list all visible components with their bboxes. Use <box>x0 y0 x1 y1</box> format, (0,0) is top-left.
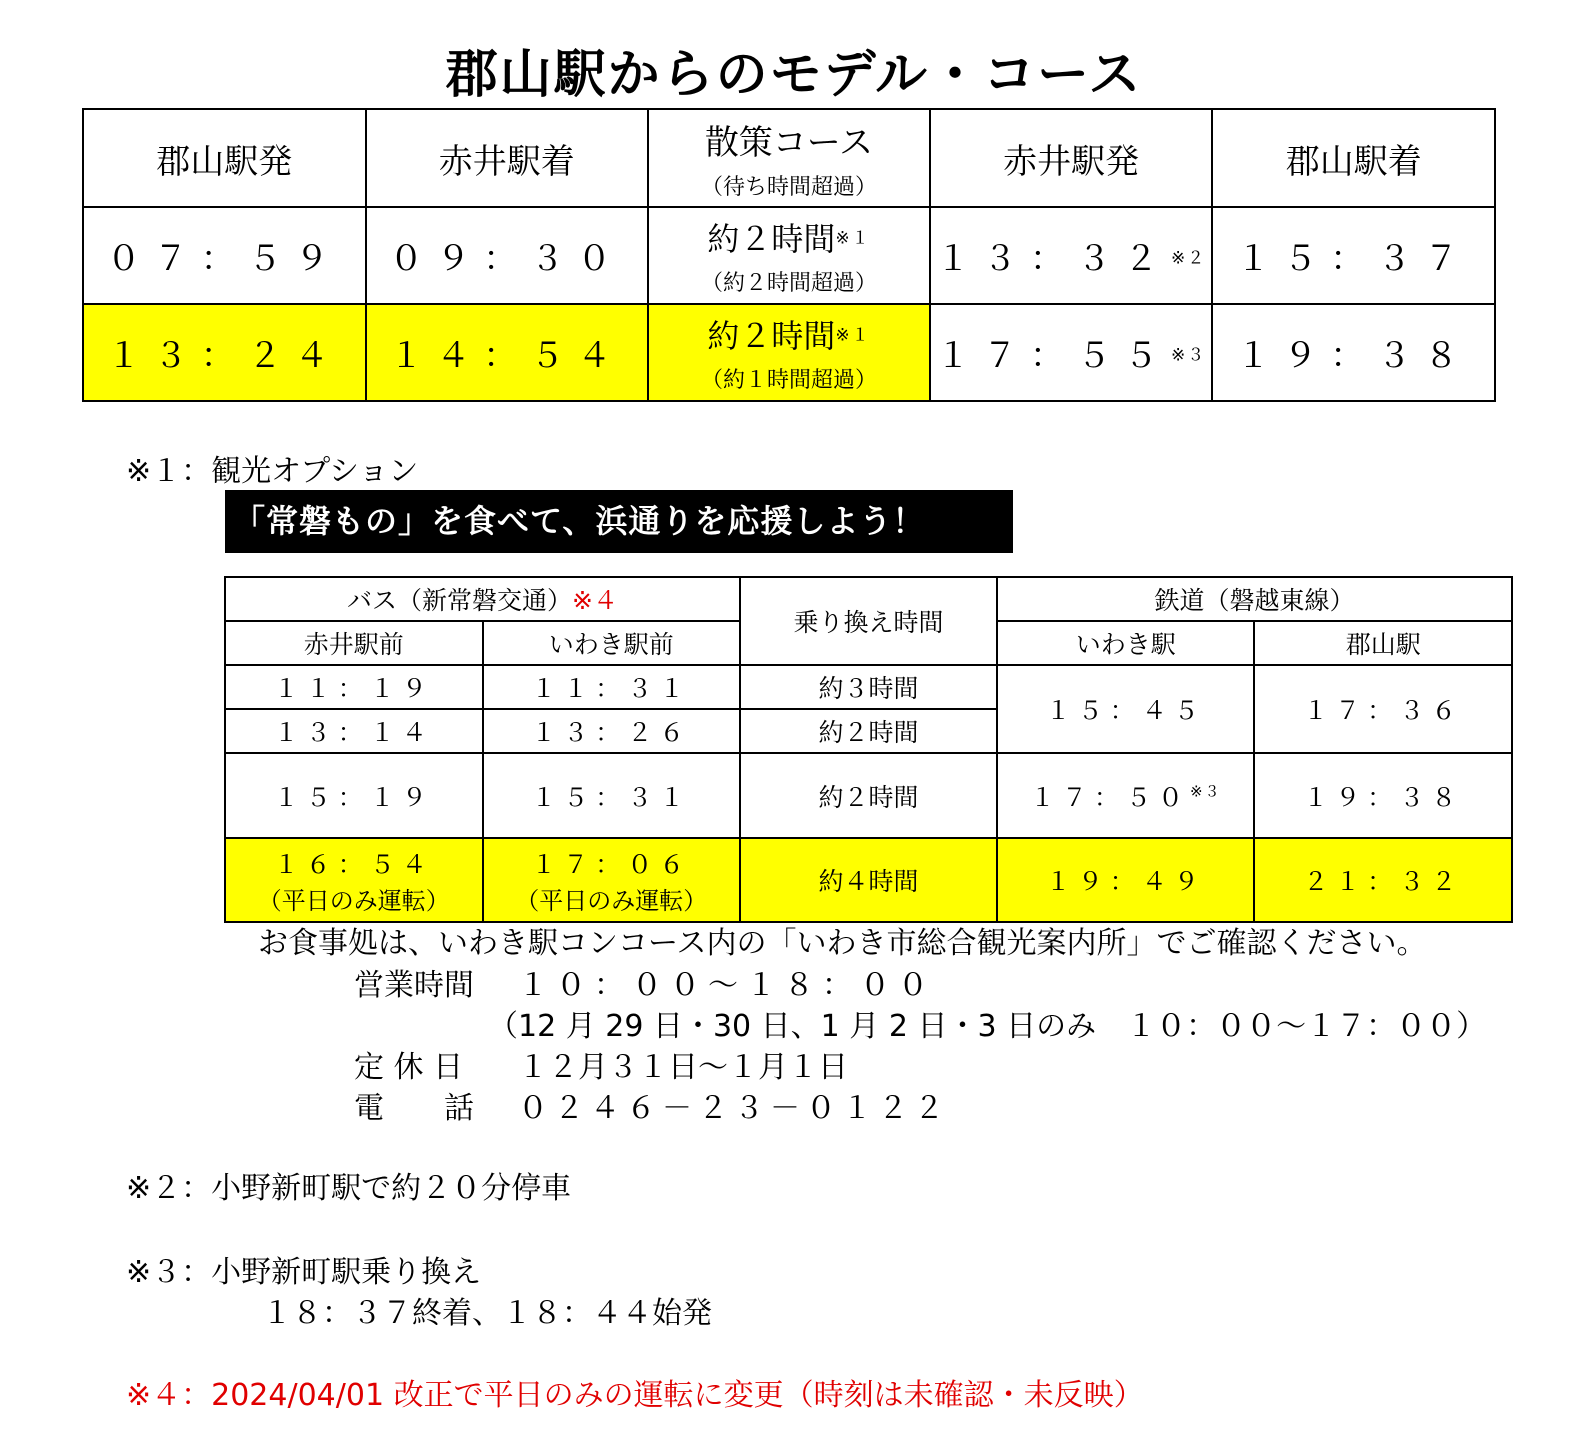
cell-akai <box>225 665 483 709</box>
hours-value: １０：００～１８：００ <box>518 968 936 1003</box>
header-label: 散策コース <box>704 123 874 163</box>
header-dep-koriyama <box>83 109 366 207</box>
duration-value: 約２時間 <box>707 220 836 258</box>
cell-dep-koriyama <box>83 304 366 401</box>
option-timetable <box>224 576 1513 923</box>
cell-iwaki <box>997 665 1255 753</box>
time-value: １３：１４ <box>273 718 434 747</box>
col-iwaki-header: いわき駅 <box>997 621 1255 665</box>
header-arr-koriyama <box>1212 109 1495 207</box>
time-value: １９：４９ <box>1045 867 1206 896</box>
bus-header <box>225 577 740 621</box>
time-value: １３：３２ <box>936 239 1172 279</box>
header-label: 郡山駅着 <box>1285 141 1422 182</box>
time-value: １６：５４ <box>273 849 434 879</box>
footnote-1: ※１：観光オプション <box>126 454 419 489</box>
cell-arr-koriyama <box>1212 207 1495 304</box>
restaurant-info: お食事処は、いわき駅コンコース内の「いわき市総合観光案内所」でご確認ください。 <box>258 926 1427 961</box>
time-value: ０７：５９ <box>106 239 342 279</box>
cell-arr-akai <box>366 207 649 304</box>
cell-dep-akai <box>930 207 1213 304</box>
time-value: １５：１９ <box>273 782 434 812</box>
time-value: １５：３１ <box>531 782 692 812</box>
header-dep-akai <box>930 109 1213 207</box>
closed-label: 定 休 日 <box>354 1050 464 1085</box>
cell-walk <box>648 304 930 401</box>
transfer-header: 乗り換え時間 <box>740 577 997 665</box>
cell-iwaki-bus <box>483 665 741 709</box>
footnote-mark: ※１ <box>835 325 871 346</box>
footnote-3-detail: １８：３７終着、１８：４４始発 <box>262 1296 712 1331</box>
cell-iwaki-bus <box>483 709 741 753</box>
phone-label: 電 話 <box>354 1091 474 1126</box>
time-value: １１：３１ <box>531 674 692 703</box>
rail-header: 鉄道（磐越東線） <box>997 577 1512 621</box>
header-sub-label: （待ち時間超過） <box>700 175 877 200</box>
time-value: １３：２４ <box>106 336 342 376</box>
footnote-mark: ※１ <box>835 228 871 249</box>
header-arr-akai <box>366 109 649 207</box>
col-akai-header: 赤井駅前 <box>225 621 483 665</box>
header-label: 赤井駅発 <box>1003 141 1140 182</box>
duration-sub: （約２時間超過） <box>700 271 877 296</box>
cell-koriyama <box>1254 665 1512 753</box>
footnote-3: ※３：小野新町駅乗り換え <box>126 1255 482 1290</box>
cell-transfer: 約４時間 <box>740 838 997 922</box>
closed-value: １２月３１日～１月１日 <box>518 1050 848 1085</box>
bus-footnote-mark: ※４ <box>572 586 618 615</box>
time-value: １３：２６ <box>531 718 692 747</box>
footnote-2: ※２：小野新町駅で約２０分停車 <box>126 1171 572 1206</box>
time-value: １５：３７ <box>1236 239 1472 279</box>
cell-transfer: 約３時間 <box>740 665 997 709</box>
footnote-4: ※４：2024/04/01 改正で平日のみの運転に変更（時刻は未確認・未反映） <box>126 1378 1144 1413</box>
header-walk-course <box>648 109 930 207</box>
weekday-note: （平日のみ運転） <box>515 886 708 915</box>
page-title: 郡山駅からのモデル・コース <box>445 45 1143 105</box>
hours-label: 営業時間 <box>354 968 474 1003</box>
time-value: １７：５０ <box>1029 782 1190 812</box>
footnote-mark: ※２ <box>1171 248 1207 269</box>
cell-iwaki <box>997 838 1255 922</box>
time-value: １７：５５ <box>936 336 1172 376</box>
cell-walk <box>648 207 930 304</box>
time-value: １４：５４ <box>389 336 625 376</box>
table-row <box>225 838 1512 922</box>
phone-value: ０２４６－２３－０１２２ <box>518 1091 950 1126</box>
duration-sub: （約１時間超過） <box>700 368 877 393</box>
table-header-row <box>83 109 1495 207</box>
table-row <box>225 665 1512 709</box>
cell-akai <box>225 753 483 838</box>
cell-akai <box>225 838 483 922</box>
hours-special: （12 月 29 日・30 日、1 月 2 日・3 日のみ １０：００～１７：００） <box>488 1009 1487 1044</box>
header-label: 赤井駅着 <box>438 141 575 182</box>
header-label: 郡山駅発 <box>156 141 293 182</box>
col-iwaki-bus-header: いわき駅前 <box>483 621 741 665</box>
table-row <box>83 304 1495 401</box>
cell-transfer: 約２時間 <box>740 753 997 838</box>
time-value: １１：１９ <box>273 674 434 703</box>
table-row <box>83 207 1495 304</box>
bus-header-label: バス（新常磐交通） <box>347 586 573 615</box>
cell-iwaki-bus <box>483 753 741 838</box>
time-value: １９：３８ <box>1303 782 1464 812</box>
time-value: ２１：３２ <box>1303 867 1464 896</box>
promo-banner: 「常磐もの」を食べて、浜通りを応援しよう！ <box>225 490 1013 553</box>
model-course-table <box>82 108 1496 402</box>
cell-akai <box>225 709 483 753</box>
cell-iwaki <box>997 753 1255 838</box>
cell-dep-koriyama <box>83 207 366 304</box>
footnote-mark: ※３ <box>1171 345 1207 366</box>
time-value: １７：３６ <box>1303 696 1464 725</box>
footnote-mark: ※３ <box>1189 782 1222 801</box>
cell-transfer: 約２時間 <box>740 709 997 753</box>
table-row <box>225 753 1512 838</box>
cell-koriyama <box>1254 838 1512 922</box>
time-value: ０９：３０ <box>389 239 625 279</box>
sub-header-row <box>225 577 1512 621</box>
weekday-note: （平日のみ運転） <box>257 886 450 915</box>
duration-value: 約２時間 <box>707 317 836 355</box>
cell-arr-koriyama <box>1212 304 1495 401</box>
cell-iwaki-bus <box>483 838 741 922</box>
time-value: １５：４５ <box>1045 696 1206 725</box>
col-koriyama-header: 郡山駅 <box>1254 621 1512 665</box>
cell-koriyama <box>1254 753 1512 838</box>
cell-arr-akai <box>366 304 649 401</box>
time-value: １７：０６ <box>531 849 692 879</box>
time-value: １９：３８ <box>1236 336 1472 376</box>
cell-dep-akai <box>930 304 1213 401</box>
